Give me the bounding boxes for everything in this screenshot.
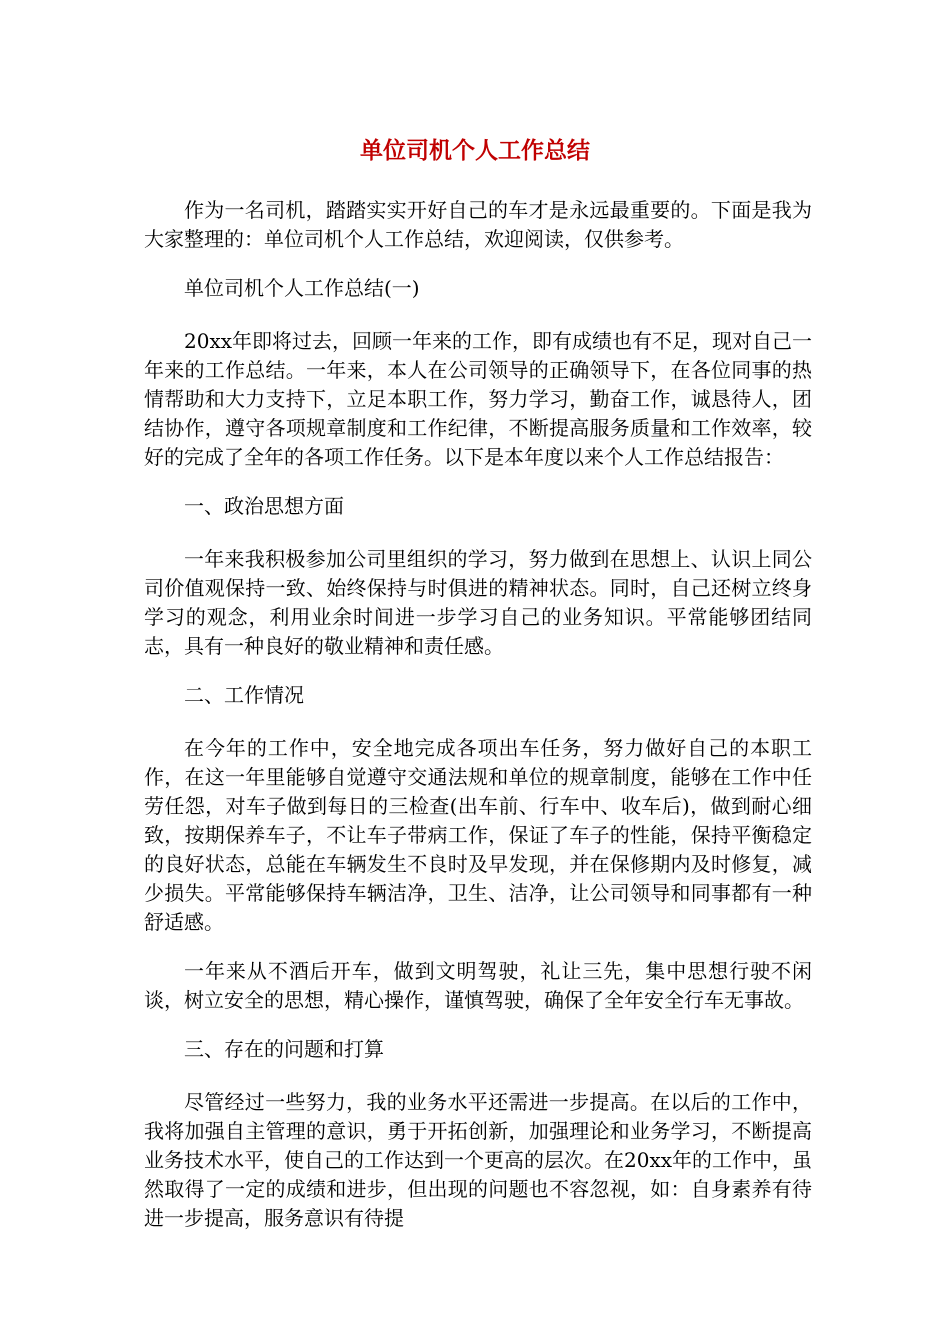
section-heading: 单位司机个人工作总结(一) [184,276,420,300]
body-paragraph: 作为一名司机，踏踏实实开好自己的车才是永远最重要的。下面是我为大家整理的：单位司机个人工作总结，欢迎阅读，仅供参考。 [144,198,812,251]
section-heading: 二、工作情况 [184,683,304,707]
body-paragraph: 在今年的工作中，安全地完成各项出车任务，努力做好自己的本职工作，在这一年里能够自觉遵守交通法规和单位的规章制度，能够在工作中任劳任怨，对车子做到每日的三检查(出车前、行车中、收车后)，做到耐心细致，按期保养车子，不让车子带病工作，保证了车子的性能，保持平衡稳定的良好状态，总能在车辆发生不良时及早发现，并在保修期内及时修复，减少损失。平常能够保持车辆洁净，卫生、洁净，让公司领导和同事都有一种舒适感。 [144,736,812,934]
document-title: 单位司机个人工作总结 [360,138,590,164]
section-heading: 一、政治思想方面 [184,494,344,518]
body-paragraph: 一年来从不酒后开车，做到文明驾驶，礼让三先，集中思想行驶不闲谈，树立安全的思想，精心操作，谨慎驾驶，确保了全年安全行车无事故。 [144,959,812,1012]
body-paragraph: 一年来我积极参加公司里组织的学习，努力做到在思想上、认识上同公司价值观保持一致、始终保持与时俱进的精神状态。同时，自己还树立终身学习的观念，利用业余时间进一步学习自己的业务知识。平常能够团结同志，具有一种良好的敬业精神和责任感。 [144,547,812,658]
section-heading: 三、存在的问题和打算 [184,1037,384,1061]
document-body [144,196,812,1253]
body-paragraph: 尽管经过一些努力，我的业务水平还需进一步提高。在以后的工作中，我将加强自主管理的意识，勇于开拓创新，加强理论和业务学习，不断提高业务技术水平，使自己的工作达到一个更高的层次。在20xx年的工作中，虽然取得了一定的成绩和进步，但出现的问题也不容忽视，如：自身素养有待进一步提高，服务意识有待提 [144,1090,813,1230]
body-paragraph: 20xx年即将过去，回顾一年来的工作，即有成绩也有不足，现对自己一年来的工作总结。一年来，本人在公司领导的正确领导下，在各位同事的热情帮助和大力支持下，立足本职工作，努力学习，勤奋工作，诚恳待人，团结协作，遵守各项规章制度和工作纪律，不断提高服务质量和工作效率，较好的完成了全年的各项工作任务。以下是本年度以来个人工作总结报告： [144,329,813,469]
